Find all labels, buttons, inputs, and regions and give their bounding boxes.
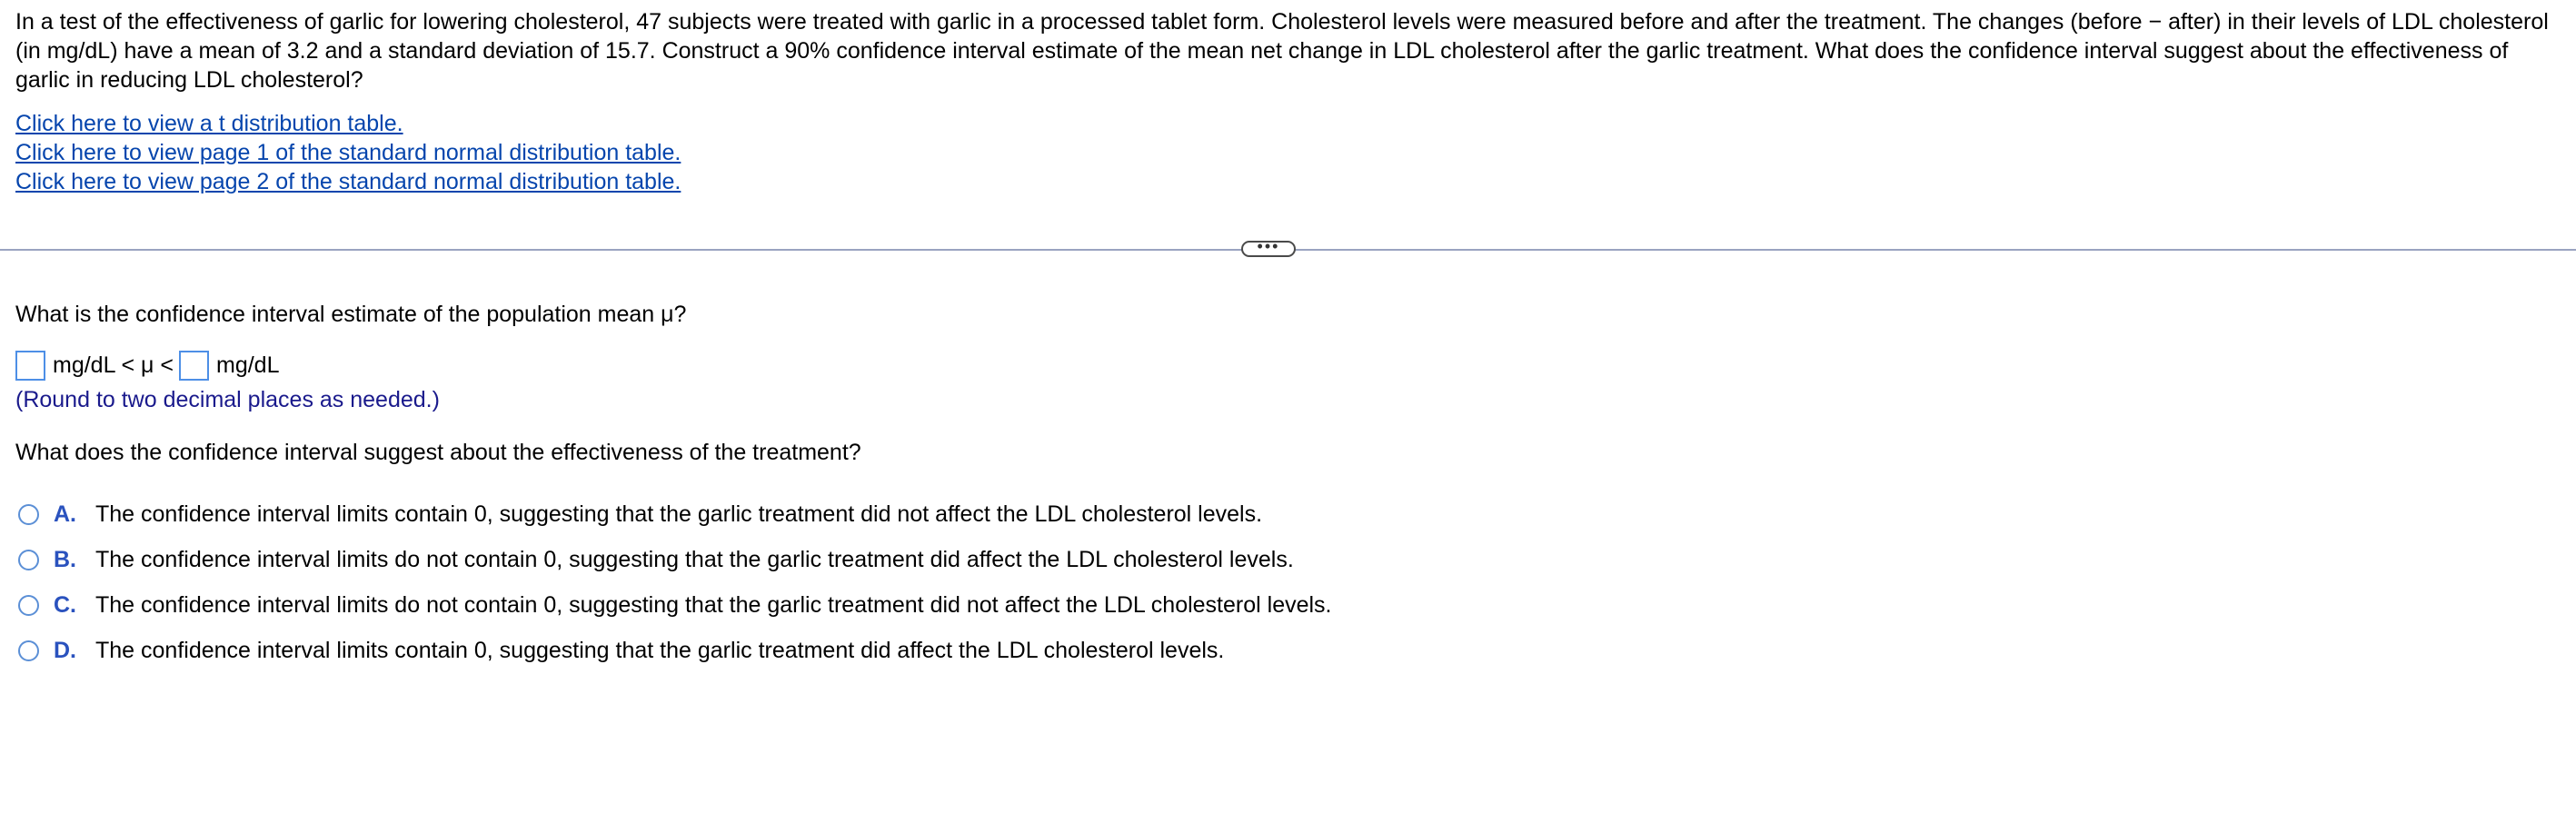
rounding-hint: (Round to two decimal places as needed.) bbox=[15, 387, 440, 412]
problem-statement: In a test of the effectiveness of garlic for lowering cholesterol, 47 subjects were treated with garlic in a processed tablet form. Cholesterol levels were measured before and after the treatment. The changes (before − after) in their levels of LDL cholesterol (in mg/dL) have a mean of 3.2 and a standard deviation of 15.7. Construct a 90% confidence interval estimate of the mean net change in LDL cholesterol after the garlic treatment. What does the confidence interval suggest about the effectiveness of garlic in reducing LDL cholesterol? bbox=[15, 9, 2549, 93]
option-text: The confidence interval limits do not contain 0, suggesting that the garlic treatment did affect the LDL cholesterol levels. bbox=[95, 546, 1294, 572]
option-a[interactable] bbox=[18, 500, 1262, 529]
question1-prompt: What is the confidence interval estimate of the population mean μ? bbox=[15, 302, 687, 327]
option-c[interactable] bbox=[18, 590, 1332, 620]
option-letter: A. bbox=[54, 501, 76, 527]
reference-links bbox=[15, 109, 681, 196]
radio-icon[interactable] bbox=[18, 640, 39, 661]
option-letter: C. bbox=[54, 591, 76, 618]
radio-icon[interactable] bbox=[18, 504, 39, 525]
option-text: The confidence interval limits contain 0, suggesting that the garlic treatment did not affect the LDL cholesterol levels. bbox=[95, 501, 1263, 527]
interval-unit-label: mg/dL bbox=[216, 352, 280, 378]
radio-icon[interactable] bbox=[18, 550, 39, 570]
question2-prompt: What does the confidence interval suggest about the effectiveness of the treatment? bbox=[15, 440, 861, 465]
normal-table-page2-link[interactable]: Click here to view page 2 of the standard normal distribution table. bbox=[15, 169, 681, 194]
option-text: The confidence interval limits do not contain 0, suggesting that the garlic treatment did not affect the LDL cholesterol levels. bbox=[95, 591, 1332, 618]
more-options-button[interactable]: ••• bbox=[1241, 241, 1296, 257]
normal-table-page1-link[interactable]: Click here to view page 1 of the standard normal distribution table. bbox=[15, 140, 681, 165]
interval-answer-row bbox=[15, 349, 284, 382]
interval-middle-label: mg/dL < μ < bbox=[53, 352, 174, 378]
upper-bound-input[interactable] bbox=[179, 351, 209, 381]
t-table-link[interactable]: Click here to view a t distribution table. bbox=[15, 111, 403, 136]
option-b[interactable] bbox=[18, 545, 1294, 574]
option-letter: B. bbox=[54, 546, 76, 572]
radio-icon[interactable] bbox=[18, 595, 39, 616]
option-letter: D. bbox=[54, 637, 76, 663]
lower-bound-input[interactable] bbox=[15, 351, 45, 381]
option-text: The confidence interval limits contain 0, suggesting that the garlic treatment did affect the LDL cholesterol levels. bbox=[95, 637, 1225, 663]
option-d[interactable] bbox=[18, 636, 1224, 665]
